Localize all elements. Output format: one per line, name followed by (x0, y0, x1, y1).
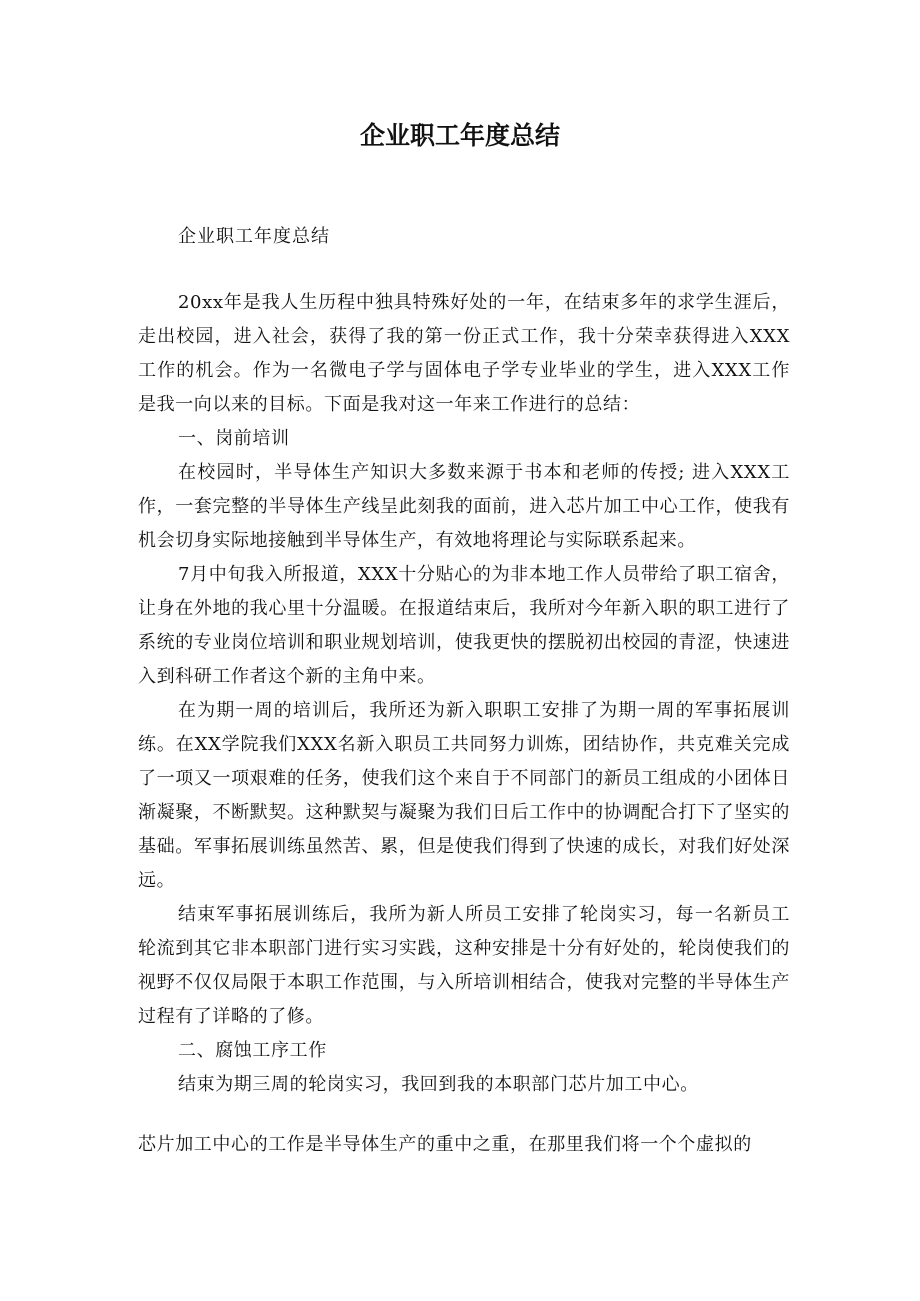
paragraph-campus: 在校园时，半导体生产知识大多数来源于书本和老师的传授; 进入XXX工作，一套完整的半导体生产线呈此刻我的面前，进入芯片加工中心工作，使我有机会切身实际地接触到半导体生产，有效地将理论与实际联系起来。 (138, 462, 790, 551)
paragraph-rotation: 结束军事拓展训练后，我所为新人所员工安排了轮岗实习，每一名新员工轮流到其它非本职部门进行实习实践，这种安排是十分有好处的，轮岗使我们的视野不仅仅局限于本职工作范围，与入所培训相结合，使我对完整的半导体生产过程有了详略的了修。 (138, 904, 790, 1027)
paragraph-chip-center: 芯片加工中心的工作是半导体生产的重中之重，在那里我们将一个个虚拟的 (138, 1134, 752, 1155)
section-heading-etching: 二、腐蚀工序工作 (178, 1040, 327, 1061)
document-subtitle: 企业职工年度总结 (178, 226, 330, 247)
paragraph-return: 结束为期三周的轮岗实习，我回到我的本职部门芯片加工中心。 (178, 1074, 699, 1095)
paragraph-july-report: 7月中旬我入所报道，XXX十分贴心的为非本地工作人员带给了职工宿舍，让身在外地的我心里十分温暖。在报道结束后，我所对今年新入职的职工进行了系统的专业岗位培训和职业规划培训，使我更快的摆脱初出校园的青涩，快速进入到科研工作者这个新的主角中来。 (138, 564, 790, 687)
paragraph-intro: 20xx年是我人生历程中独具特殊好处的一年，在结束多年的求学生涯后，走出校园，进入社会，获得了我的第一份正式工作，我十分荣幸获得进入XXX工作的机会。作为一名微电子学与固体电子学专业毕业的学生，进入XXX工作是我一向以来的目标。下面是我对这一年来工作进行的总结： (138, 292, 790, 415)
paragraph-military-training: 在为期一周的培训后，我所还为新入职职工安排了为期一周的军事拓展训练。在XX学院我们XXX名新入职员工共同努力训炼，团结协作，共克难关完成了一项又一项艰难的任务，使我们这个来自于不同部门的新员工组成的小团体日渐凝聚，不断默契。这种默契与凝聚为我们日后工作中的协调配合打下了坚实的基础。军事拓展训练虽然苦、累，但是使我们得到了快速的成长，对我们好处深远。 (138, 700, 790, 891)
document-body (138, 286, 790, 1102)
document-title: 企业职工年度总结 (359, 121, 560, 150)
section-heading-pre-job-training: 一、岗前培训 (178, 428, 290, 449)
